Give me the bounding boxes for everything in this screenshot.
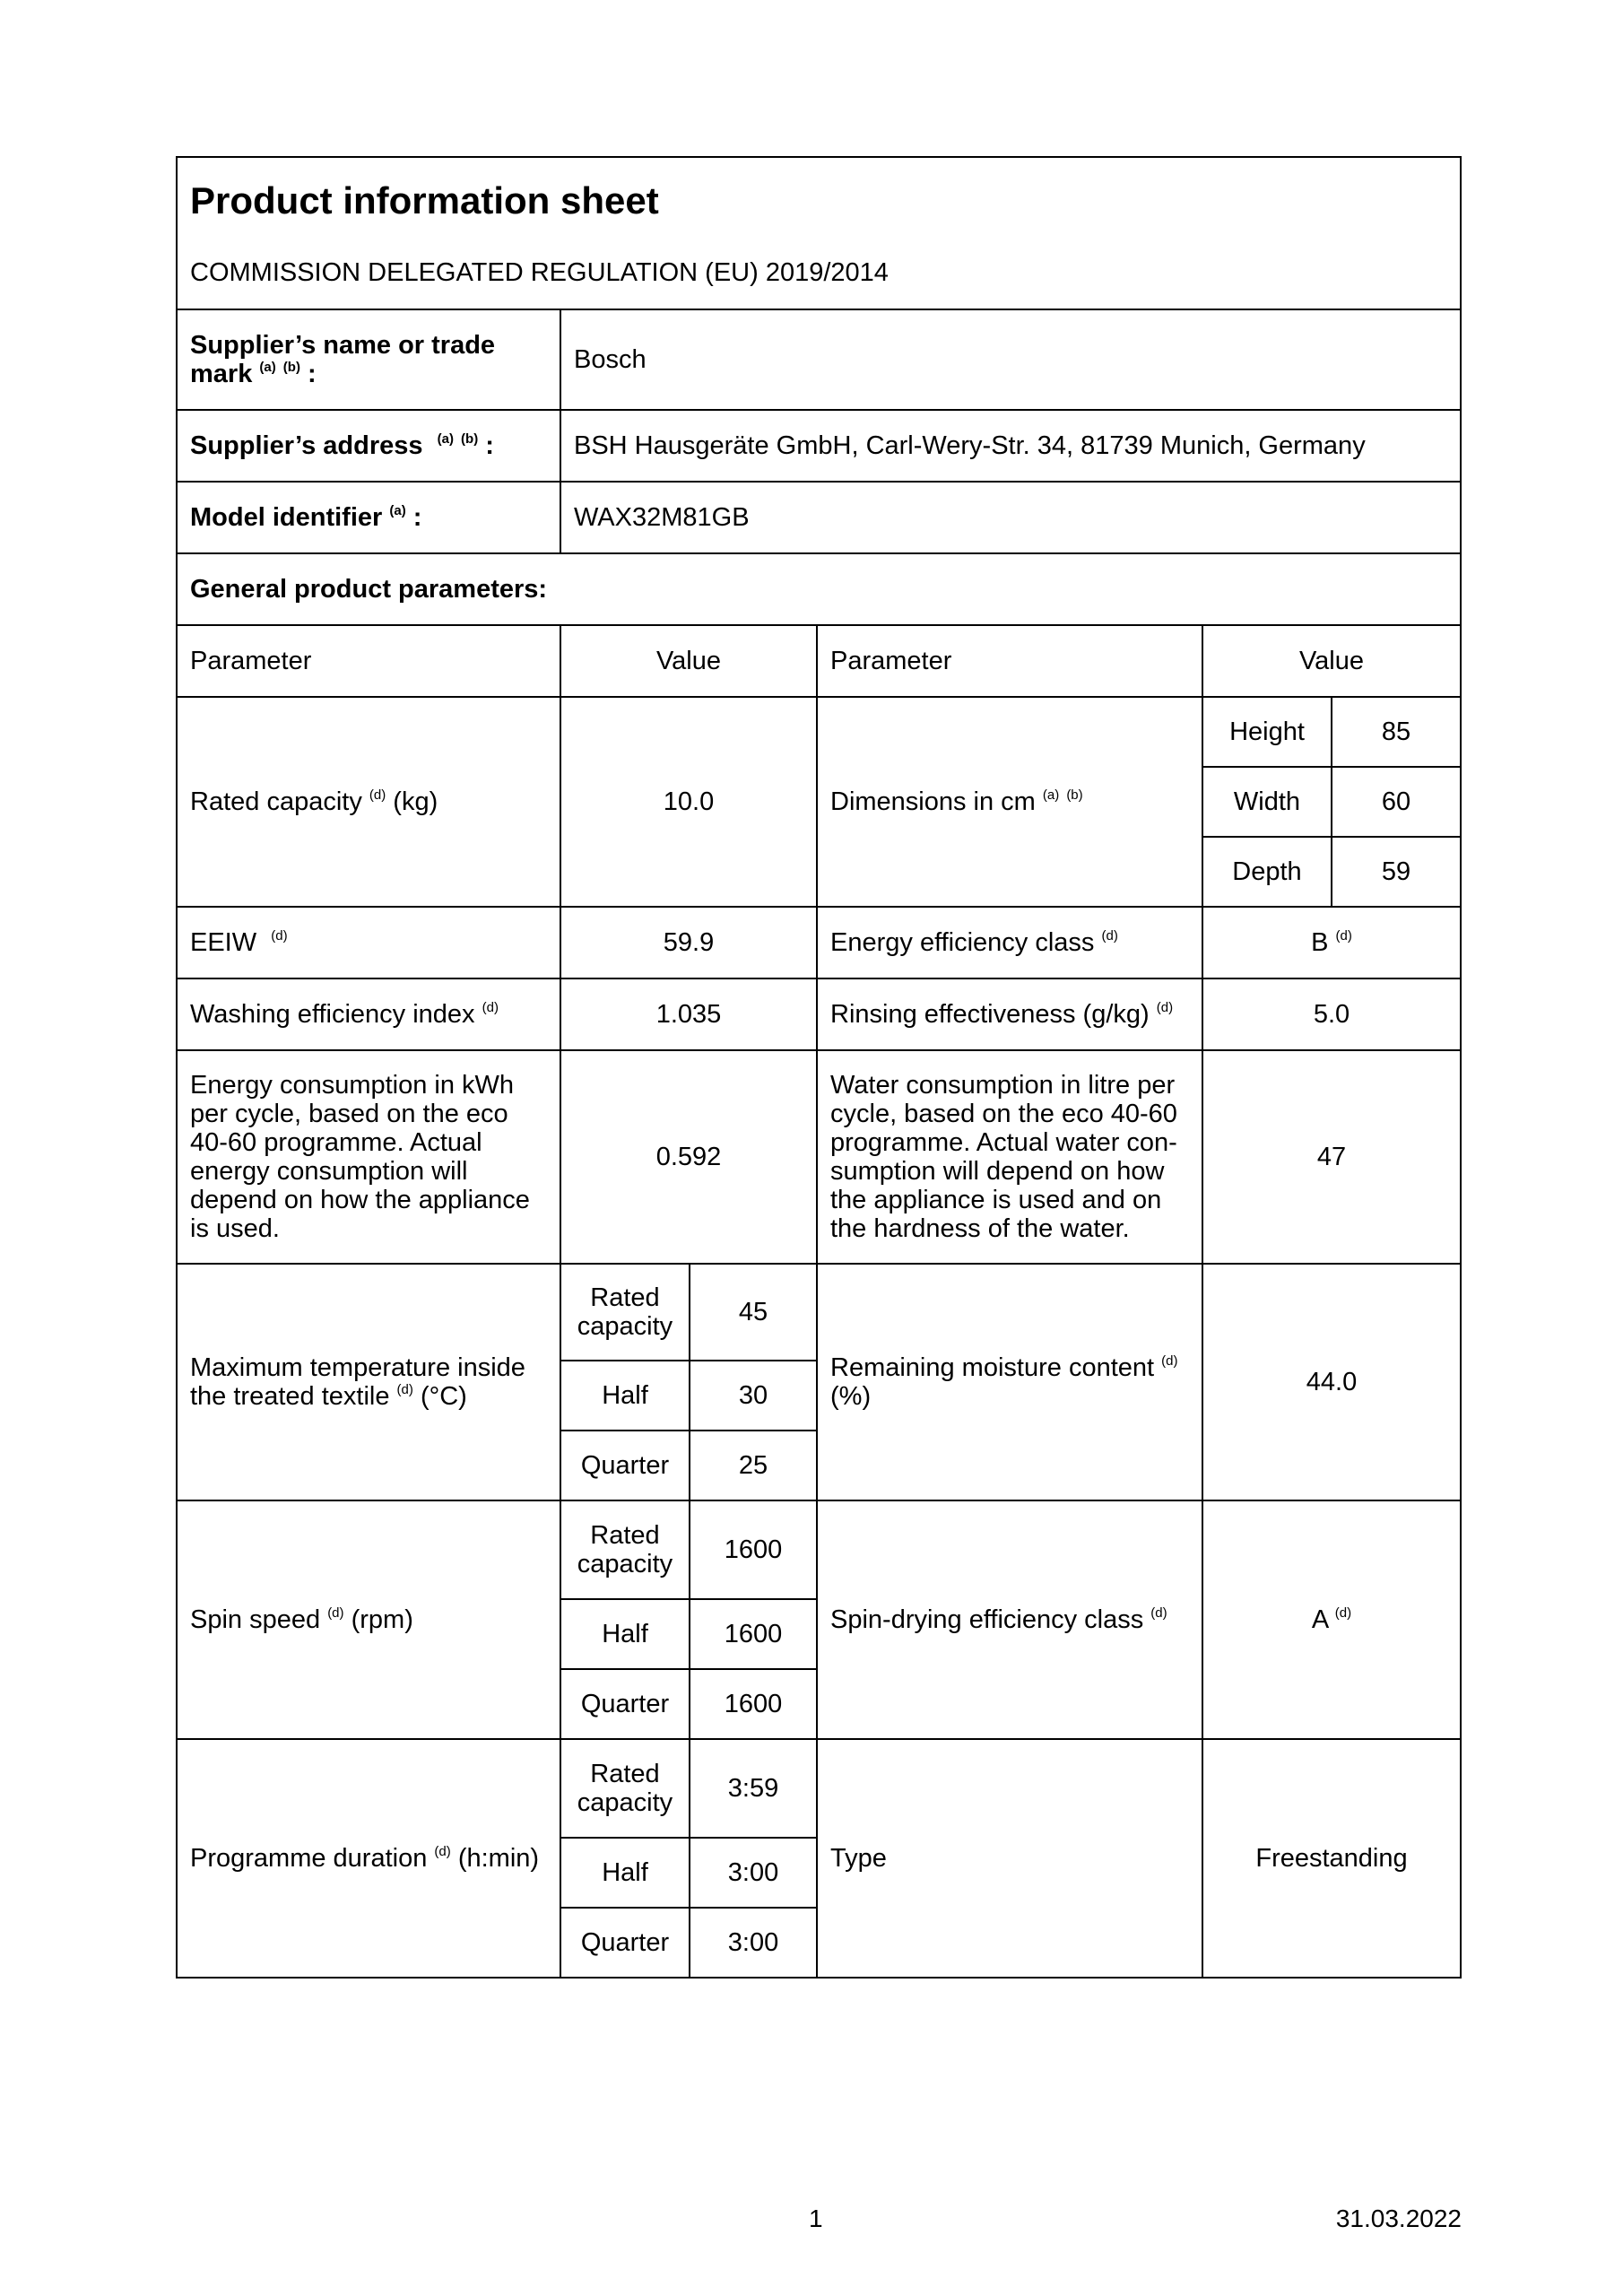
width-value: 60	[1381, 787, 1411, 816]
temp-rated-label-cell: Rated capacity	[560, 1263, 690, 1361]
depth-label-cell: Depth	[1202, 836, 1332, 908]
rated-capacity-label-cell: Rated capacity $^{(d)}$ (kg)	[176, 696, 561, 908]
duration-half-value-cell	[689, 1837, 818, 1909]
energy-consumption-value-cell	[560, 1049, 818, 1265]
footnote-b: (b)	[282, 360, 300, 375]
model-identifier-value: WAX32M81GB	[574, 503, 750, 532]
spin-quarter-value-cell	[689, 1668, 818, 1740]
remaining-moisture-label-cell	[816, 1263, 1203, 1501]
product-information-sheet	[176, 156, 1462, 1979]
eeiw-label: EEIW	[190, 928, 257, 957]
dimensions-label: Dimensions in cm	[830, 787, 1036, 816]
spin-quarter-value: 1600	[724, 1690, 783, 1718]
duration-rated-value: 3:59	[727, 1774, 779, 1803]
duration-quarter-value-cell	[689, 1907, 818, 1979]
spin-class-label: Spin-drying efficiency class	[830, 1605, 1144, 1634]
duration-quarter-label-cell: Quarter	[560, 1907, 690, 1979]
model-identifier-label: Model identifier	[190, 503, 383, 532]
supplier-name-label: Supplier’s name or trade mark	[190, 331, 496, 388]
spin-speed-label-cell: Spin speed $^{(d)}$ (rpm)	[176, 1500, 561, 1740]
height-label-cell: Height	[1202, 696, 1332, 768]
spin-class-label-cell: Spin-drying efficiency class $^{(d)}$	[816, 1500, 1203, 1740]
spin-rated-value: 1600	[724, 1535, 783, 1564]
washing-index-value: 1.035	[655, 1000, 722, 1029]
washing-index-label: Washing efficiency index	[190, 1000, 475, 1029]
spin-rated-value-cell	[689, 1500, 818, 1600]
energy-class-label-cell: Energy efficiency class $^{(d)}$	[816, 906, 1203, 979]
model-identifier-value-cell	[560, 481, 1462, 554]
temp-half-label-cell: Half	[560, 1360, 690, 1431]
spin-quarter-label-cell: Quarter	[560, 1668, 690, 1740]
depth-value: 59	[1381, 857, 1411, 886]
energy-class-label: Energy efficiency class	[830, 928, 1095, 957]
footnote-a: (a)	[437, 431, 454, 447]
water-consumption-value-cell	[1202, 1049, 1462, 1265]
energy-class-value: B	[1311, 928, 1329, 957]
duration-label-cell: Programme duration $^{(d)}$ (h:min)	[176, 1738, 561, 1979]
washing-index-value-cell	[560, 978, 818, 1051]
column-header-value: Value	[1202, 624, 1462, 698]
rated-capacity-value-cell	[560, 696, 818, 908]
washing-index-label-cell: Washing efficiency index $^{(d)}$	[176, 978, 561, 1051]
spin-class-value: A	[1311, 1605, 1328, 1634]
rinsing-value: 5.0	[1313, 1000, 1350, 1029]
max-temperature-label-cell	[176, 1263, 561, 1501]
eeiw-label-cell: EEIW $^{(d)}$	[176, 906, 561, 979]
column-header-value: Value	[560, 624, 818, 698]
type-value: Freestanding	[1255, 1844, 1408, 1873]
general-parameters-heading-cell	[176, 552, 1462, 626]
type-label: Type	[830, 1844, 887, 1873]
energy-consumption-value: 0.592	[655, 1143, 722, 1171]
duration-half-value: 3:00	[727, 1858, 779, 1887]
page-number: 1	[809, 2205, 823, 2232]
supplier-name-value: Bosch	[574, 345, 647, 374]
remaining-moisture-value-cell	[1202, 1263, 1462, 1501]
type-value-cell	[1202, 1738, 1462, 1979]
supplier-address-value: BSH Hausgeräte GmbH, Carl-Wery-Str. 34, 81739 Munich, Germany	[574, 431, 1366, 460]
spin-speed-label: Spin speed	[190, 1605, 321, 1634]
footnote-b: (b)	[461, 431, 479, 447]
duration-half-label-cell: Half	[560, 1837, 690, 1909]
general-parameters-heading: General product parameters:	[190, 575, 548, 604]
water-consumption-value: 47	[1316, 1143, 1347, 1171]
duration-rated-value-cell	[689, 1738, 818, 1839]
rinsing-label: Rinsing effectiveness (g/kg)	[830, 1000, 1150, 1029]
duration-rated-label-cell: Rated capacity	[560, 1738, 690, 1839]
supplier-address-value-cell	[560, 409, 1462, 483]
footnote-a: (a)	[259, 360, 276, 375]
spin-class-value-cell: A $^{(d)}$	[1202, 1500, 1462, 1740]
remaining-moisture-label: Remaining moisture content $^{(d)}$ (%)	[830, 1353, 1178, 1411]
rinsing-value-cell	[1202, 978, 1462, 1051]
type-label-cell	[816, 1738, 1203, 1979]
footnote-a: (a)	[389, 503, 406, 518]
column-header-parameter: Parameter	[816, 624, 1203, 698]
spin-rated-label-cell: Rated capacity	[560, 1500, 690, 1600]
supplier-name-value-cell	[560, 309, 1462, 411]
duration-label: Programme duration	[190, 1844, 428, 1873]
temp-rated-value: 45	[738, 1298, 768, 1326]
regulation-reference: COMMISSION DELEGATED REGULATION (EU) 2019/2014	[190, 258, 889, 287]
rated-capacity-value: 10.0	[663, 787, 715, 816]
temp-half-value-cell	[689, 1360, 818, 1431]
spin-half-value-cell	[689, 1598, 818, 1670]
temp-quarter-value-cell	[689, 1430, 818, 1501]
energy-class-value-cell: B $^{(d)}$	[1202, 906, 1462, 979]
rinsing-label-cell: Rinsing effectiveness (g/kg) $^{(d)}$	[816, 978, 1203, 1051]
temp-rated-value-cell	[689, 1263, 818, 1361]
max-temperature-label: Maximum temperature inside the treated textile $^{(d)}$ (°C)	[190, 1353, 525, 1411]
supplier-address-label-cell: Supplier’s address $^{(a)}$ $^{(b)}$ :	[176, 409, 561, 483]
rated-capacity-label: Rated capacity	[190, 787, 362, 816]
supplier-address-label: Supplier’s address	[190, 431, 423, 460]
energy-consumption-label: Energy consumption in kWh per cycle, based on the eco 40-60 programme. Actual energy consumption will depend on how the appliance is used.	[190, 1071, 530, 1243]
temp-half-value: 30	[738, 1381, 768, 1410]
sheet-header	[176, 156, 1462, 310]
eeiw-value-cell	[560, 906, 818, 979]
water-consumption-label-cell	[816, 1049, 1203, 1265]
duration-quarter-value: 3:00	[727, 1928, 779, 1957]
height-value: 85	[1381, 718, 1411, 746]
eeiw-value: 59.9	[663, 928, 715, 957]
width-label-cell: Width	[1202, 766, 1332, 838]
depth-value-cell	[1331, 836, 1462, 908]
dimensions-label-cell: Dimensions in cm $^{(a)}$ $^{(b)}$	[816, 696, 1203, 908]
height-value-cell	[1331, 696, 1462, 768]
remaining-moisture-value: 44.0	[1306, 1368, 1358, 1396]
page-title: Product information sheet	[190, 179, 659, 222]
column-header-parameter: Parameter	[176, 624, 561, 698]
energy-consumption-label-cell	[176, 1049, 561, 1265]
supplier-name-label-cell: Supplier’s name or trade mark $^{(a)}$ $^{(b)}$ :	[176, 309, 561, 411]
model-identifier-label-cell: Model identifier $^{(a)}$ :	[176, 481, 561, 554]
temp-quarter-label-cell: Quarter	[560, 1430, 690, 1501]
document-date: 31.03.2022	[1335, 2205, 1462, 2232]
spin-half-value: 1600	[724, 1620, 783, 1648]
width-value-cell	[1331, 766, 1462, 838]
water-consumption-label: Water consumption in litre per cycle, based on the eco 40-60 programme. Actual water con- sumption will depend on how the appliance is used and on the hardness of the water.	[830, 1071, 1177, 1243]
spin-half-label-cell: Half	[560, 1598, 690, 1670]
temp-quarter-value: 25	[738, 1451, 768, 1480]
